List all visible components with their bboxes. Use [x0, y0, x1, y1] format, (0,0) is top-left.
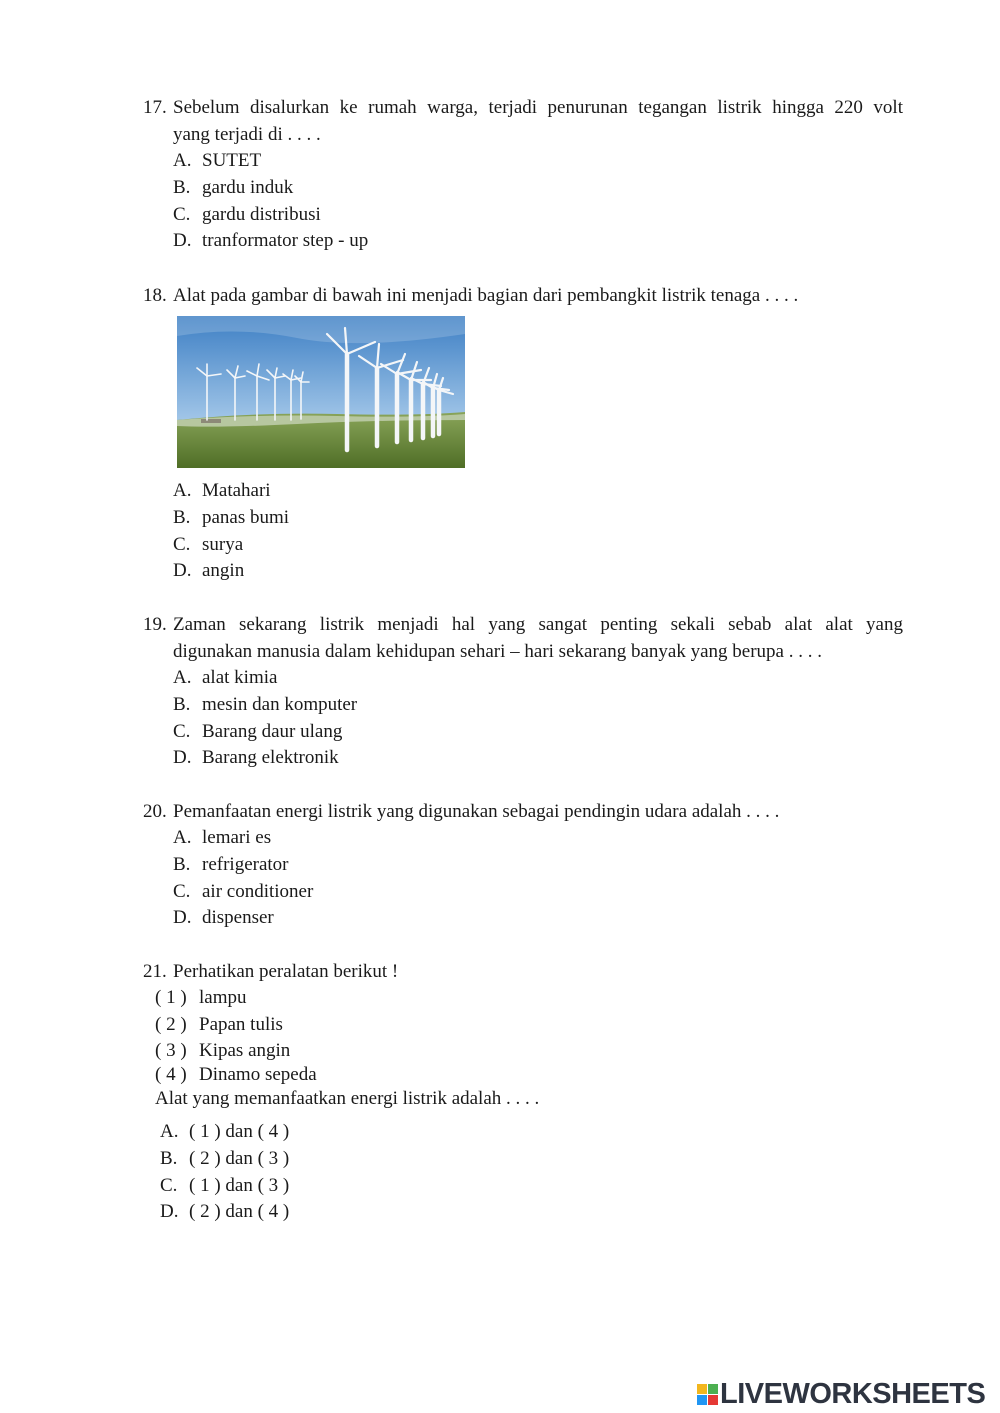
- option-letter: A.: [160, 1121, 179, 1142]
- option-letter: A.: [173, 150, 192, 171]
- list-item: [155, 1063, 539, 1087]
- option-letter: D.: [173, 747, 192, 769]
- answer-option[interactable]: [173, 505, 903, 532]
- option-letter: B.: [173, 853, 191, 875]
- list-item-text: lampu: [199, 987, 247, 1008]
- option-text: gardu distribusi: [202, 203, 321, 225]
- answer-option[interactable]: [173, 692, 903, 719]
- answer-option[interactable]: [173, 228, 903, 255]
- option-text: gardu induk: [202, 176, 294, 198]
- list-item: [155, 1011, 539, 1039]
- list-item: [155, 1039, 539, 1063]
- watermark-text: LIVEWORKSHEETS: [720, 1378, 986, 1410]
- answer-option[interactable]: [173, 532, 903, 559]
- answer-option[interactable]: [173, 719, 903, 746]
- option-text: angin: [202, 560, 245, 582]
- question-18: [143, 282, 903, 309]
- option-letter: C.: [160, 1174, 178, 1196]
- question-17: [143, 94, 903, 255]
- answer-option[interactable]: [173, 905, 903, 932]
- question-text-line: Sebelum disalurkan ke rumah warga, terjadi penurunan tegangan listrik hingga 220 volt: [173, 97, 903, 118]
- option-text: Barang daur ulang: [202, 720, 343, 742]
- option-text: lemari es: [202, 827, 272, 848]
- wind-turbines-image: [177, 316, 465, 468]
- question-text-line: digunakan manusia dalam kehidupan sehari – hari sekarang banyak yang berupa . . . .: [173, 641, 822, 662]
- list-item-text: Kipas angin: [199, 1040, 291, 1061]
- question-prompt: Alat yang memanfaatkan energi listrik adalah . . . .: [155, 1088, 540, 1109]
- answer-options: [160, 1119, 289, 1226]
- answer-option[interactable]: [173, 478, 903, 505]
- question-number: 20.: [143, 801, 167, 822]
- option-text: ( 2 ) dan ( 3 ): [189, 1147, 290, 1169]
- answer-option[interactable]: [173, 665, 903, 692]
- answer-option[interactable]: [173, 175, 903, 202]
- question-text: [173, 611, 903, 665]
- option-text: ( 2 ) dan ( 4 ): [189, 1201, 290, 1223]
- question-text: [173, 94, 903, 148]
- option-text: Barang elektronik: [202, 747, 339, 769]
- option-text: Matahari: [202, 480, 271, 501]
- liveworksheets-watermark: [697, 1378, 985, 1411]
- answer-option[interactable]: [173, 558, 903, 585]
- list-item-text: Papan tulis: [199, 1014, 283, 1035]
- option-text: ( 1 ) dan ( 4 ): [189, 1121, 290, 1142]
- question-text-line: yang terjadi di . . . .: [173, 124, 321, 145]
- question-number: 17.: [143, 97, 167, 118]
- option-text: air conditioner: [202, 880, 314, 902]
- option-text: panas bumi: [202, 506, 290, 528]
- answer-option[interactable]: [173, 745, 903, 772]
- answer-options: [173, 148, 903, 255]
- question-number: 21.: [143, 961, 167, 982]
- option-text: dispenser: [202, 907, 274, 929]
- answer-option[interactable]: [173, 148, 903, 175]
- list-item-number: ( 3 ): [155, 1040, 187, 1061]
- option-text: ( 1 ) dan ( 3 ): [189, 1174, 290, 1196]
- question-number: 18.: [143, 285, 167, 306]
- question-text-line: Zaman sekarang listrik menjadi hal yang sangat penting sekali sebab alat alat yang: [173, 614, 903, 635]
- list-item: [155, 985, 539, 1011]
- option-letter: C.: [173, 880, 191, 902]
- option-text: mesin dan komputer: [202, 693, 358, 715]
- answer-option[interactable]: [160, 1199, 289, 1226]
- list-item-number: ( 4 ): [155, 1064, 187, 1085]
- option-letter: A.: [173, 480, 192, 501]
- option-text: tranformator step - up: [202, 230, 369, 252]
- option-letter: C.: [173, 533, 191, 555]
- question-18-options: [143, 478, 903, 585]
- question-number: 19.: [143, 614, 167, 635]
- option-text: refrigerator: [202, 853, 289, 875]
- option-letter: C.: [173, 203, 191, 225]
- answer-options: [173, 665, 903, 772]
- option-text: surya: [202, 533, 244, 555]
- question-text: Alat pada gambar di bawah ini menjadi bagian dari pembangkit listrik tenaga . . . .: [173, 285, 799, 306]
- option-letter: B.: [160, 1147, 178, 1169]
- equipment-list: [155, 985, 539, 1111]
- list-item-number: ( 2 ): [155, 1014, 187, 1035]
- list-item-number: ( 1 ): [155, 987, 187, 1008]
- option-text: SUTET: [202, 150, 262, 171]
- answer-option[interactable]: [173, 825, 903, 852]
- question-21: [143, 958, 903, 985]
- answer-option[interactable]: [173, 879, 903, 906]
- option-text: alat kimia: [202, 667, 278, 688]
- option-letter: A.: [173, 827, 192, 848]
- liveworksheets-logo-icon: [697, 1384, 718, 1405]
- option-letter: B.: [173, 693, 191, 715]
- answer-options: [173, 478, 903, 585]
- answer-option[interactable]: [173, 202, 903, 229]
- answer-option[interactable]: [160, 1146, 289, 1173]
- question-20: [143, 798, 903, 932]
- option-letter: D.: [173, 907, 192, 929]
- answer-option[interactable]: [160, 1173, 289, 1200]
- answer-option[interactable]: [160, 1119, 289, 1146]
- option-letter: B.: [173, 506, 191, 528]
- option-letter: A.: [173, 667, 192, 688]
- answer-option[interactable]: [173, 852, 903, 879]
- question-text: Pemanfaatan energi listrik yang digunakan sebagai pendingin udara adalah . . . .: [173, 801, 780, 822]
- option-letter: B.: [173, 176, 191, 198]
- answer-options: [173, 825, 903, 932]
- question-19: [143, 611, 903, 772]
- question-text: Perhatikan peralatan berikut !: [173, 961, 399, 982]
- option-letter: D.: [173, 560, 192, 582]
- option-letter: D.: [173, 230, 192, 252]
- list-item-text: Dinamo sepeda: [199, 1064, 317, 1085]
- option-letter: D.: [160, 1201, 179, 1223]
- option-letter: C.: [173, 720, 191, 742]
